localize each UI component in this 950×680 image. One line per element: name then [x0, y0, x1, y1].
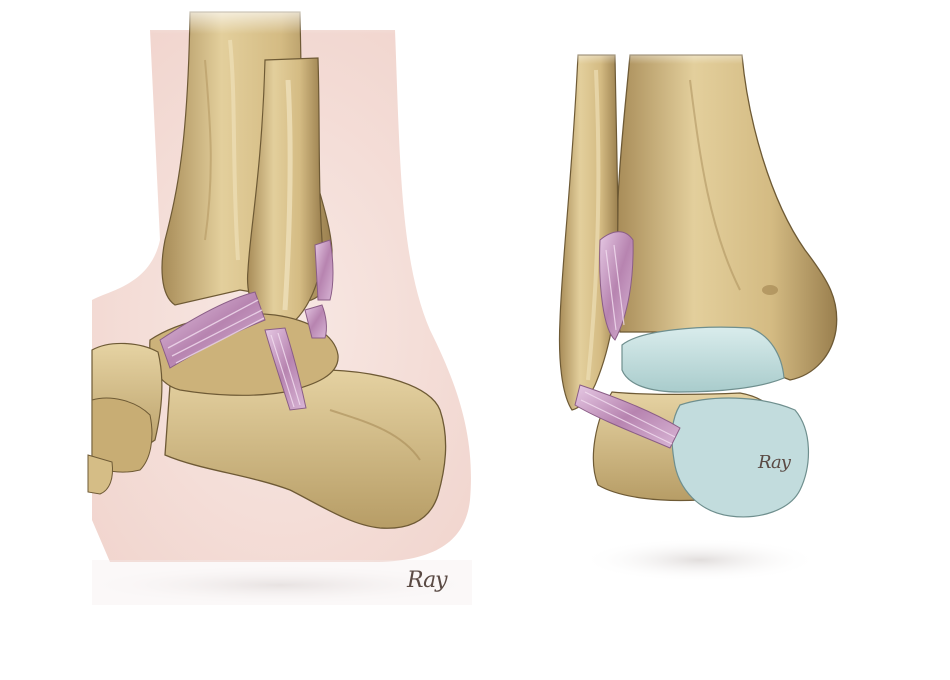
anterior-tibiofibular-ligament: [315, 240, 333, 300]
floor-shadow-right: [580, 538, 820, 582]
talus-articular-surface: [622, 327, 784, 392]
artist-signature-right: Ray: [758, 452, 790, 473]
artist-signature-left: Ray: [407, 568, 447, 593]
posterior-ankle-illustration: [560, 40, 837, 582]
lateral-ankle-illustration: [80, 0, 480, 605]
